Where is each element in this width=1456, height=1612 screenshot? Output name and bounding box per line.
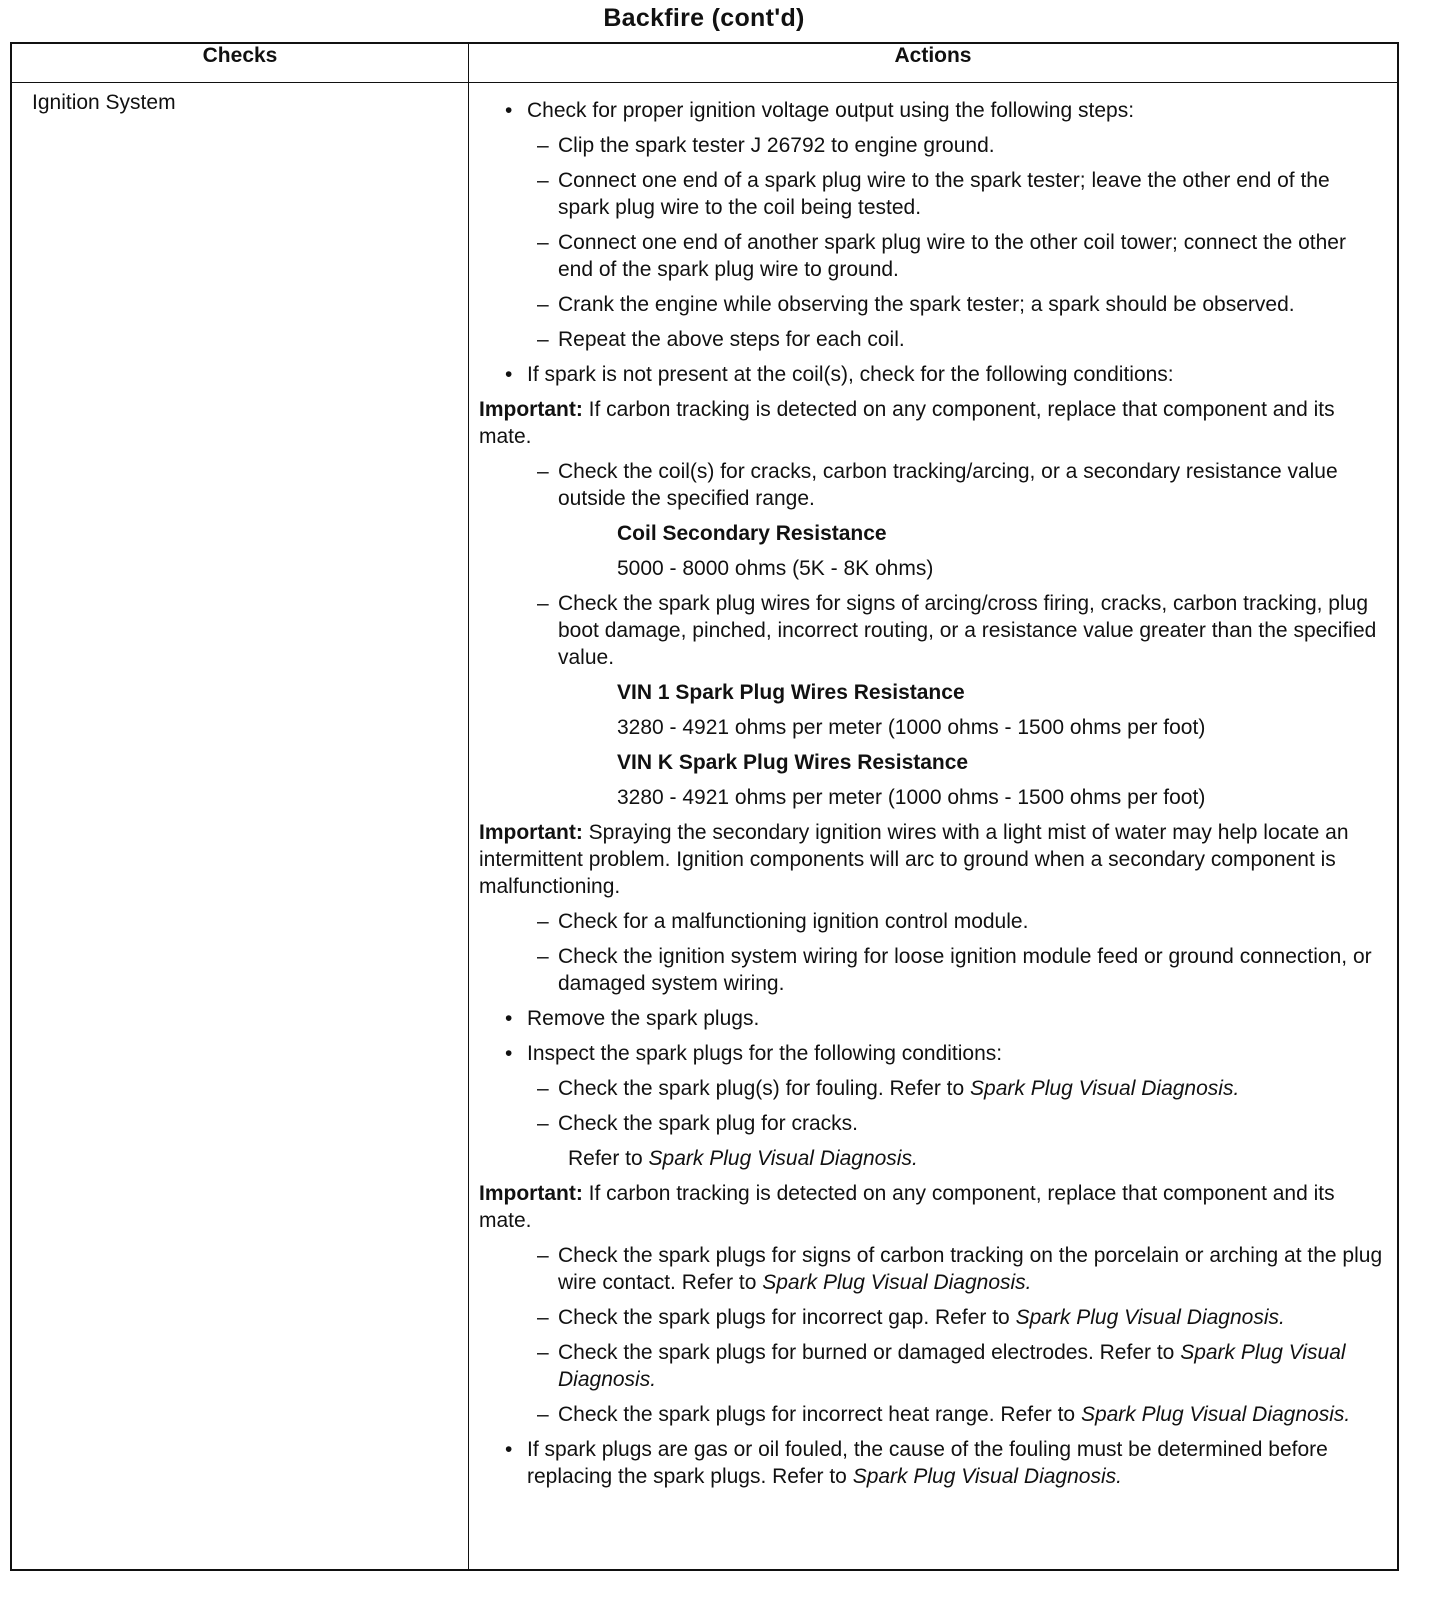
check-cell: Ignition System — [11, 83, 469, 1571]
spec-value-item — [469, 555, 1385, 582]
reference-link-text: Spark Plug Visual Diagnosis. — [1080, 1403, 1351, 1426]
item-text: If spark plugs are gas or oil fouled, the cause of the fouling must be determined before replacing the spark plugs. Refer to — [527, 1438, 1328, 1488]
item-text: Check the spark plug wires for signs of arcing/cross firing, cracks, carbon tracking, plug boot damage, pinched, incorrect routing, or a resistance value greater than the specified value. — [558, 592, 1377, 669]
dash-marker: – — [537, 1403, 549, 1426]
item-text: Check the spark plugs for incorrect gap. Refer to — [558, 1306, 1016, 1329]
spec-value-item — [469, 784, 1385, 811]
actions-cell — [469, 83, 1399, 1571]
dash-marker: – — [537, 1341, 549, 1364]
dash-item — [469, 908, 1385, 935]
dash-marker: – — [537, 169, 549, 192]
item-text: Check for proper ignition voltage output using the following steps: — [527, 99, 1135, 122]
diagnosis-table — [10, 42, 1399, 1571]
dash-marker: – — [537, 293, 549, 316]
dash-item — [469, 458, 1385, 512]
item-text: Inspect the spark plugs for the following conditions: — [527, 1042, 1003, 1065]
dash-marker: – — [537, 945, 549, 968]
dash-marker: – — [537, 592, 549, 615]
checks-header: Checks — [11, 43, 469, 83]
bullet-marker: • — [505, 99, 513, 122]
bullet-item — [469, 1040, 1385, 1067]
actions-header: Actions — [469, 43, 1399, 83]
important-item — [469, 819, 1385, 900]
dash-item — [469, 1110, 1385, 1137]
bullet-item — [469, 361, 1385, 388]
reference-link-text: Spark Plug Visual Diagnosis. — [762, 1271, 1032, 1294]
item-text: Check the coil(s) for cracks, carbon tracking/arcing, or a secondary resistance value outside the specified range. — [558, 460, 1338, 510]
reference-link-text: Spark Plug Visual Diagnosis. — [648, 1147, 918, 1170]
dash-marker: – — [537, 1306, 549, 1329]
bullet-marker: • — [505, 1007, 513, 1030]
dash-item — [469, 229, 1385, 283]
important-label: Important: — [479, 1182, 583, 1205]
dash-item — [469, 1339, 1385, 1393]
item-text: Coil Secondary Resistance — [617, 522, 887, 545]
important-label: Important: — [479, 398, 583, 421]
dash-item — [469, 1075, 1385, 1102]
dash-item — [469, 326, 1385, 353]
dash-item — [469, 1242, 1385, 1296]
refer-item — [469, 1145, 1385, 1172]
item-text: Crank the engine while observing the spark tester; a spark should be observed. — [558, 293, 1295, 316]
spec-title-item — [469, 520, 1385, 547]
item-text: If carbon tracking is detected on any component, replace that component and its mate. — [479, 1182, 1335, 1232]
reference-link-text: Spark Plug Visual Diagnosis. — [970, 1077, 1240, 1100]
bullet-marker: • — [505, 1438, 513, 1461]
dash-item — [469, 1304, 1385, 1331]
dash-item — [469, 167, 1385, 221]
item-text: 3280 - 4921 ohms per meter (1000 ohms - 1500 ohms per foot) — [617, 716, 1206, 739]
dash-marker: – — [537, 231, 549, 254]
item-text: Check for a malfunctioning ignition control module. — [558, 910, 1029, 933]
bullet-item — [469, 97, 1385, 124]
spec-title-item — [469, 679, 1385, 706]
item-text: Clip the spark tester J 26792 to engine ground. — [558, 134, 995, 157]
item-text: Check the spark plug for cracks. — [558, 1112, 858, 1135]
bullet-marker: • — [505, 1042, 513, 1065]
item-text: Connect one end of a spark plug wire to the spark tester; leave the other end of the spark plug wire to the coil being tested. — [558, 169, 1330, 219]
item-text: If carbon tracking is detected on any component, replace that component and its mate. — [479, 398, 1335, 448]
spec-value-item — [469, 714, 1385, 741]
reference-link-text: Spark Plug Visual Diagnosis. — [1015, 1306, 1285, 1329]
item-text: Spraying the secondary ignition wires with a light mist of water may help locate an intermittent problem. Ignition components will arc to ground when a secondary component is malfunctioning. — [479, 821, 1349, 898]
important-label: Important: — [479, 821, 583, 844]
item-text: Check the spark plugs for signs of carbon tracking on the porcelain or arching at the plug wire contact. Refer to — [558, 1244, 1383, 1294]
item-text: Repeat the above steps for each coil. — [558, 328, 905, 351]
bullet-marker: • — [505, 363, 513, 386]
table-header-row — [11, 43, 1398, 83]
dash-marker: – — [537, 1244, 549, 1267]
item-text: VIN 1 Spark Plug Wires Resistance — [617, 681, 965, 704]
item-text: 3280 - 4921 ohms per meter (1000 ohms - 1500 ohms per foot) — [617, 786, 1206, 809]
dash-item — [469, 590, 1385, 671]
item-text: If spark is not present at the coil(s), check for the following conditions: — [527, 363, 1174, 386]
dash-item — [469, 943, 1385, 997]
item-text: 5000 - 8000 ohms (5K - 8K ohms) — [617, 557, 934, 580]
item-text: Remove the spark plugs. — [527, 1007, 760, 1030]
table-row — [11, 83, 1398, 1571]
dash-marker: – — [537, 1077, 549, 1100]
item-text: VIN K Spark Plug Wires Resistance — [617, 751, 969, 774]
dash-item — [469, 132, 1385, 159]
reference-link-text: Spark Plug Visual Diagnosis. — [558, 1341, 1346, 1391]
dash-marker: – — [537, 328, 549, 351]
item-text: Refer to — [568, 1147, 649, 1170]
item-text: Check the ignition system wiring for loose ignition module feed or ground connection, or damaged system wiring. — [558, 945, 1372, 995]
item-text: Check the spark plugs for burned or damaged electrodes. Refer to — [558, 1341, 1181, 1364]
dash-marker: – — [537, 910, 549, 933]
page-title: Backfire (cont'd) — [603, 4, 805, 32]
spec-title-item — [469, 749, 1385, 776]
dash-marker: – — [537, 460, 549, 483]
item-text: Connect one end of another spark plug wire to the other coil tower; connect the other end of the spark plug wire to ground. — [558, 231, 1346, 281]
reference-link-text: Spark Plug Visual Diagnosis. — [852, 1465, 1122, 1488]
bullet-item — [469, 1436, 1385, 1490]
item-text: Check the spark plug(s) for fouling. Refer to — [558, 1077, 971, 1100]
dash-item — [469, 1401, 1385, 1428]
dash-item — [469, 291, 1385, 318]
important-item — [469, 1180, 1385, 1234]
item-text: Check the spark plugs for incorrect heat range. Refer to — [558, 1403, 1081, 1426]
important-item — [469, 396, 1385, 450]
bullet-item — [469, 1005, 1385, 1032]
dash-marker: – — [537, 1112, 549, 1135]
dash-marker: – — [537, 134, 549, 157]
